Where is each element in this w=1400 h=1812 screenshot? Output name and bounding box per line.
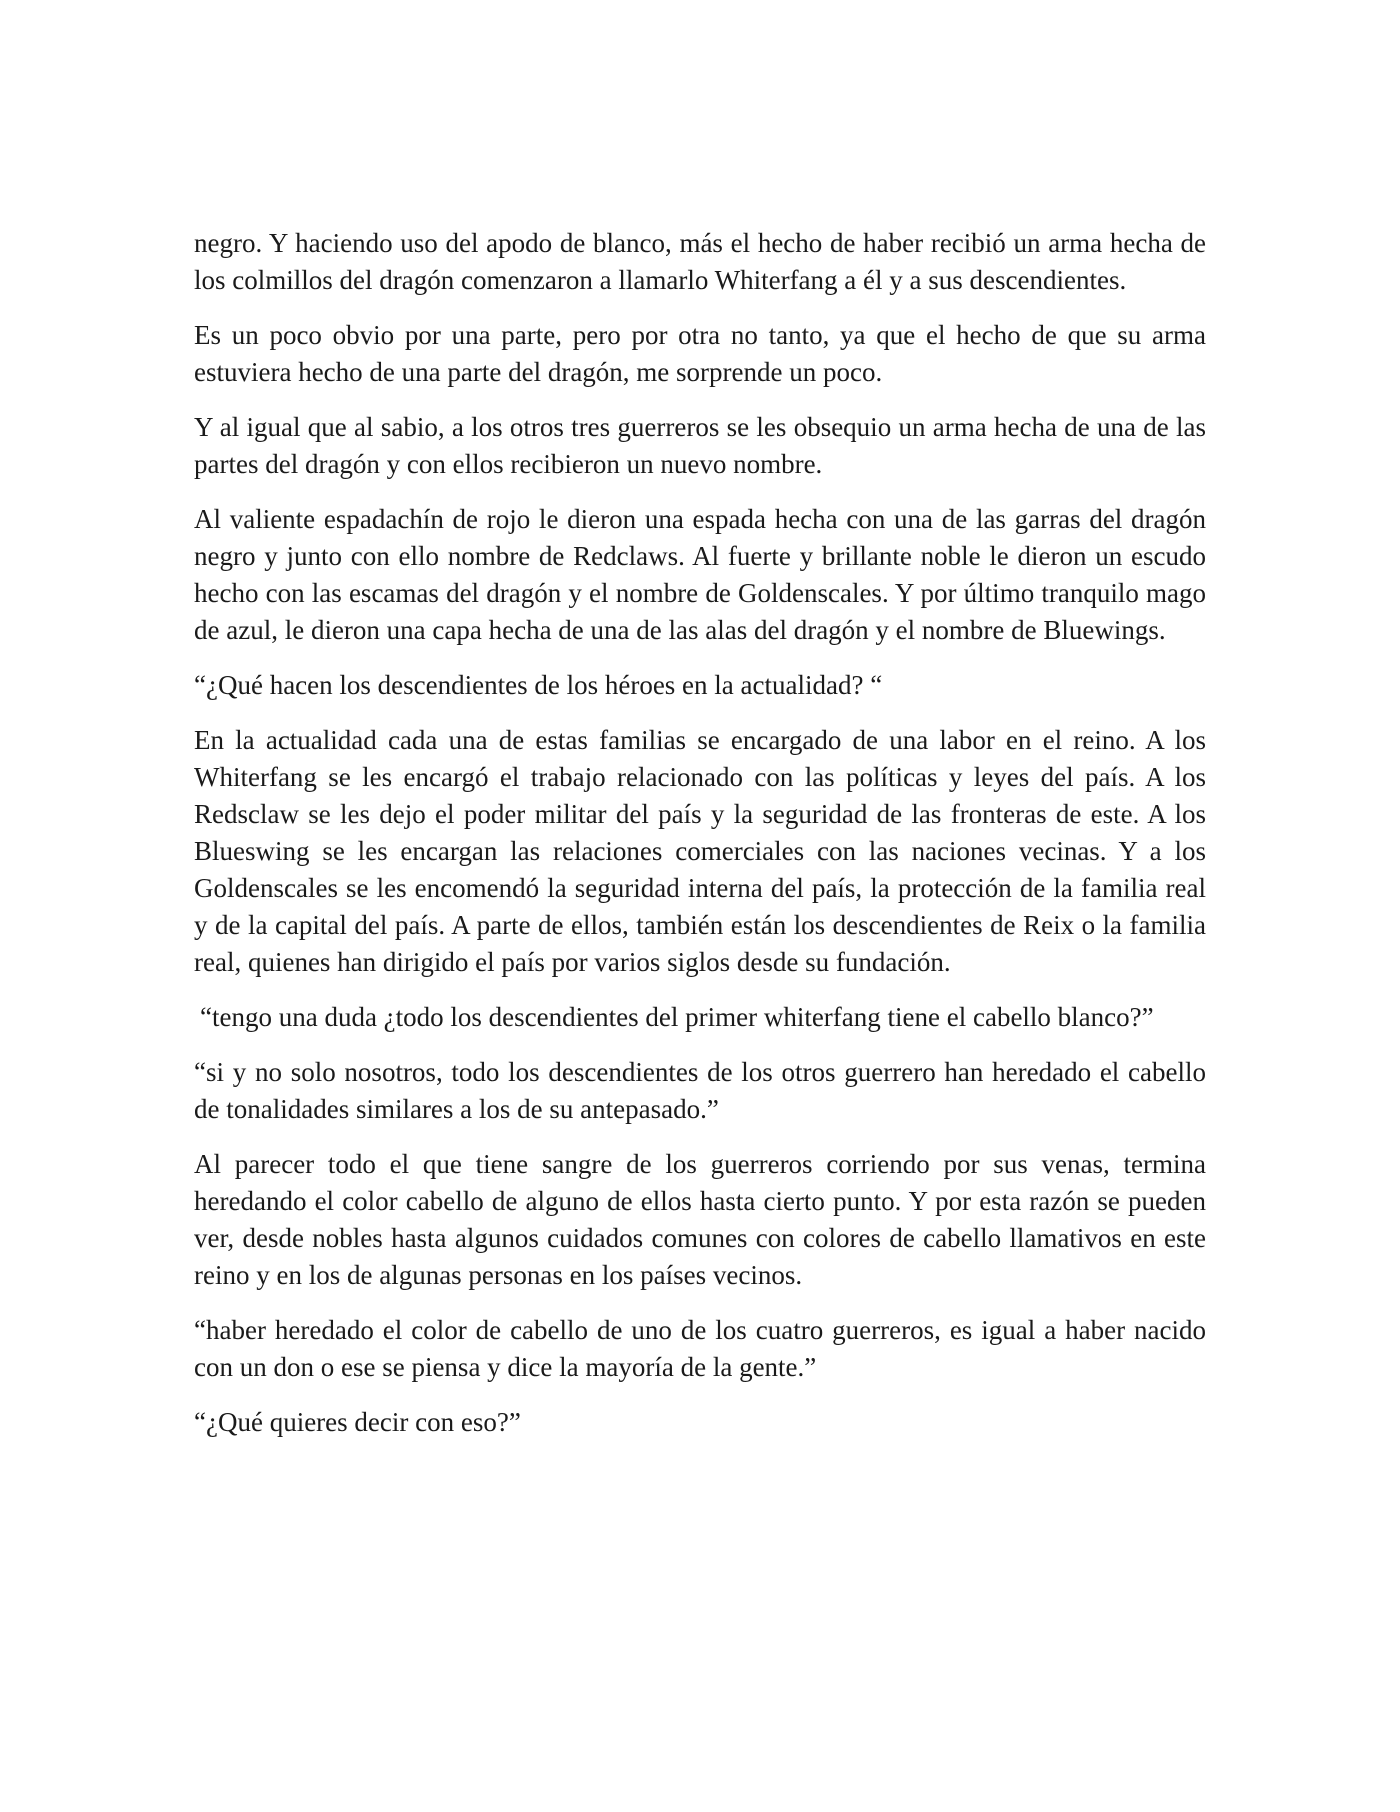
paragraph: Y al igual que al sabio, a los otros tres guerreros se les obsequio un arma hecha de una de las partes del dragón y con ellos recibieron un nuevo nombre. [194,412,1206,479]
dialogue-paragraph: “haber heredado el color de cabello de uno de los cuatro guerreros, es igual a haber nacido con un don o ese se piensa y dice la mayoría de la gente.” [194,1315,1206,1382]
dialogue-paragraph: “tengo una duda ¿todo los descendientes del primer whiterfang tiene el cabello blanco?” [200,1002,1154,1032]
paragraph: En la actualidad cada una de estas familias se encargado de una labor en el reino. A los Whiterfang se les encargó el trabajo relacionado con las políticas y leyes del país. A los Redsclaw se les dejo el poder militar del país y la seguridad de las fronteras de este. A los Blueswing se les encargan las relaciones comerciales con las naciones vecinas. Y a los Goldenscales se les encomendó la seguridad interna del país, la protección de la familia real y de la capital del país. A parte de ellos, también están los descendientes de Reix o la familia real, quienes han dirigido el país por varios siglos desde su fundación. [194,725,1206,977]
paragraph: Al parecer todo el que tiene sangre de los guerreros corriendo por sus venas, termina heredando el color cabello de alguno de ellos hasta cierto punto. Y por esta razón se pueden ver, desde nobles hasta algunos cuidados comunes con colores de cabello llamativos en este reino y en los de algunas personas en los países vecinos. [194,1149,1206,1290]
paragraph: Es un poco obvio por una parte, pero por otra no tanto, ya que el hecho de que su arma estuviera hecho de una parte del dragón, me sorprende un poco. [194,320,1206,387]
dialogue-paragraph: “si y no solo nosotros, todo los descendientes de los otros guerrero han heredado el cabello de tonalidades similares a los de su antepasado.” [194,1057,1206,1124]
paragraph: Al valiente espadachín de rojo le dieron una espada hecha con una de las garras del dragón negro y junto con ello nombre de Redclaws. Al fuerte y brillante noble le dieron un escudo hecho con las escamas del dragón y el nombre de Goldenscales. Y por último tranquilo mago de azul, le dieron una capa hecha de una de las alas del dragón y el nombre de Bluewings. [194,504,1206,645]
paragraph: negro. Y haciendo uso del apodo de blanco, más el hecho de haber recibió un arma hecha de los colmillos del dragón comenzaron a llamarlo Whiterfang a él y a sus descendientes. [194,228,1206,295]
document-page [194,225,1206,1459]
dialogue-paragraph: “¿Qué hacen los descendientes de los héroes en la actualidad? “ [194,670,883,700]
dialogue-paragraph: “¿Qué quieres decir con eso?” [194,1407,521,1437]
